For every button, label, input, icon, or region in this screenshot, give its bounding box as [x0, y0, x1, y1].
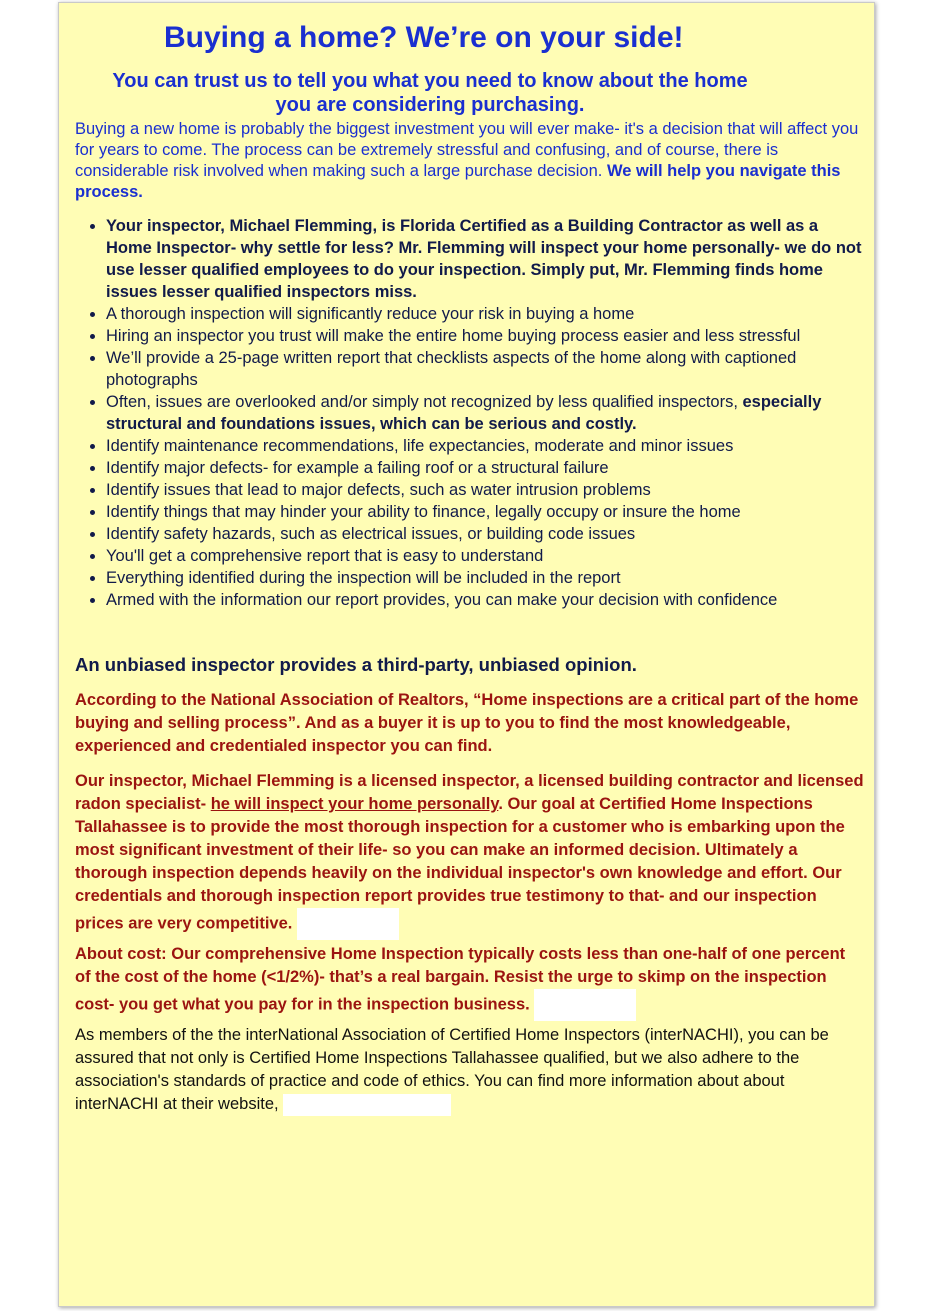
blank-image-box — [297, 908, 399, 940]
intro-bold: We will help you navigate this process. — [75, 162, 841, 201]
list-item: • Identify safety hazards, such as electrical issues, or building code issues — [106, 523, 865, 545]
list-item: • Identify things that may hinder your ability to finance, legally occupy or insure the home — [106, 501, 865, 523]
cost-paragraph: About cost: Our comprehensive Home Inspection typically costs less than one-half of one percent of the cost of the home (<1/2%)- that’s a real bargain. Resist the urge to skimp on the inspection cost- you get what you pay for in the inspection business. — [75, 943, 865, 1021]
subheading-line-2: you are considering purchasing. — [275, 94, 585, 116]
subheading — [75, 69, 785, 117]
subheading-line-1: You can trust us to tell you what you need to know about the home — [112, 70, 748, 92]
blank-image-box — [534, 989, 636, 1021]
intro-text: Buying a new home is probably the biggest investment you will ever make- it's a decision that will affect you for years to come. The process can be extremely stressful and confusing, and of course, there is considerable risk involved when making such a large purchase decision. — [75, 120, 859, 180]
list-item: • You'll get a comprehensive report that is easy to understand — [106, 545, 865, 567]
realtors-paragraph: According to the National Association of Realtors, “Home inspections are a critical part of the home buying and selling process”. And as a buyer it is up to you to find the most knowledgeable, experienced and credentialed inspector you can find. — [75, 691, 859, 755]
list-item: • Your inspector, Michael Flemming, is Florida Certified as a Building Contractor as well as a Home Inspector- why settle for less? Mr. Flemming will inspect your home personally- we do not use lesser qualified employees to do your inspection. Simply put, Mr. Flemming finds home issues lesser qualified inspectors miss. — [106, 215, 865, 303]
list-item: • Everything identified during the inspection will be included in the report — [106, 567, 865, 589]
list-item: • Identify issues that lead to major defects, such as water intrusion problems — [106, 479, 865, 501]
members-paragraph: As members of the the interNational Association of Certified Home Inspectors (interNACHI), you can be assured that not only is Certified Home Inspections Tallahassee qualified, but we also adhere to the association's standards of practice and code of ethics. You can find more information about about interNACHI at their website, — [75, 1024, 865, 1116]
page-title: Buying a home? We’re on your side! — [164, 21, 684, 54]
list-item: • We’ll provide a 25-page written report that checklists aspects of the home along with captioned photographs — [106, 347, 865, 391]
benefit-list — [75, 215, 865, 611]
intro-paragraph — [75, 119, 865, 203]
list-item: • A thorough inspection will significantly reduce your risk in buying a home — [106, 303, 865, 325]
list-item: • Identify major defects- for example a failing roof or a structural failure — [106, 457, 865, 479]
unbiased-heading: An unbiased inspector provides a third-party, unbiased opinion. — [75, 654, 637, 675]
list-item: • Armed with the information our report provides, you can make your decision with confidence — [106, 589, 865, 611]
inspect-personally-link[interactable]: he will inspect your home personally — [210, 795, 499, 813]
list-item: • Often, issues are overlooked and/or simply not recognized by less qualified inspectors, especially structural and foundations issues, which can be serious and costly. — [106, 391, 865, 435]
list-item: • Hiring an inspector you trust will make the entire home buying process easier and less stressful — [106, 325, 865, 347]
list-item: • Identify maintenance recommendations, life expectancies, moderate and minor issues — [106, 435, 865, 457]
inspector-paragraph: Our inspector, Michael Flemming is a licensed inspector, a licensed building contractor and licensed radon specialist- he will inspect your home personally. Our goal at Certified Home Inspections Tallahassee is to provide the most thorough inspection for a customer who is embarking upon the most significant investment of their life- so you can make an informed decision. Ultimately a thorough inspection depends heavily on the individual inspector's own knowledge and effort. Our credentials and thorough inspection report provides true testimony to that- and our inspection prices are very competitive. — [75, 770, 865, 940]
document-page — [58, 2, 875, 1307]
website-link-box[interactable] — [283, 1094, 451, 1116]
